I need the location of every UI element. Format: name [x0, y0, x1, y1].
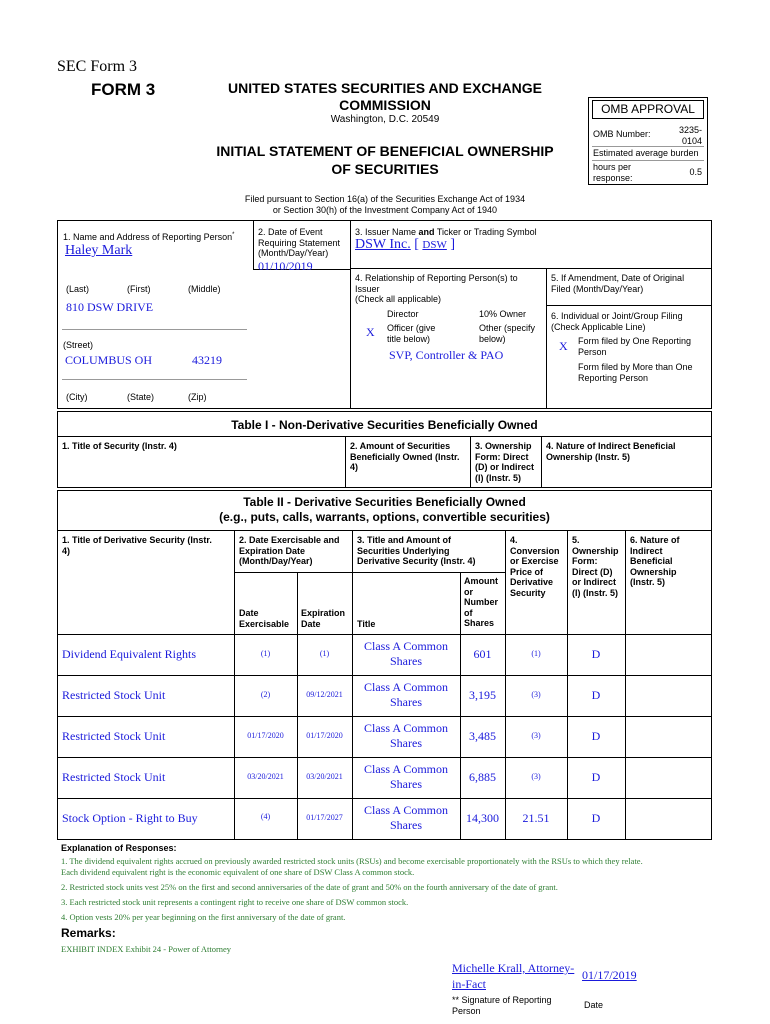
- row1-price: (3): [531, 690, 541, 699]
- table2-col4-header: [510, 535, 560, 598]
- row0-underlying: [352, 639, 460, 669]
- zip-value: 43219: [192, 353, 222, 367]
- box3-label: [355, 227, 537, 238]
- box4-line-1: 4. Relationship of Reporting Person(s) to: [355, 273, 518, 283]
- signature-line-2: in-Fact: [452, 977, 486, 991]
- row1-underlying: [352, 680, 460, 710]
- divider: [345, 436, 346, 488]
- box5-line-2: Filed (Month/Day/Year): [551, 283, 644, 294]
- t2c2b-line-2: Date: [301, 618, 321, 629]
- t1c2-line-1: 2. Amount of Securities: [350, 441, 451, 451]
- t2c3b-line-1: Amount: [464, 576, 498, 586]
- divider: [57, 757, 712, 758]
- t2c5-line-2: Ownership: [572, 545, 619, 556]
- t1c3-line-3: (D) or Indirect: [475, 462, 535, 472]
- signature-label-line-2: Person: [452, 1005, 481, 1016]
- filed-line-1: Filed pursuant to Section 16(a) of the Securities Exchange Act of 1934: [244, 194, 526, 204]
- row2-form: D: [591, 729, 601, 743]
- one-person-line-1: Form filed by One Reporting: [578, 336, 692, 346]
- divider: [546, 305, 712, 306]
- one-person-label: [578, 336, 691, 357]
- t2c1-line-2: 4): [62, 545, 71, 556]
- t2c4-line-4: Price of: [510, 566, 544, 577]
- t2c2b-line-1: Expiration: [301, 608, 346, 618]
- t1c3-line-4: (I) (Instr. 5): [475, 472, 522, 483]
- row1-underlying-line-2: Shares: [390, 695, 422, 709]
- divider: [234, 572, 505, 573]
- first-label: (First): [127, 284, 151, 294]
- bracket-close: ]: [450, 237, 456, 252]
- ten-percent-owner-label: 10% Owner: [479, 309, 527, 319]
- t1c4-line-1: 4. Nature of Indirect Beneficial: [546, 441, 676, 451]
- row0-expiration: (1): [319, 649, 330, 658]
- t2c3b-line-4: of: [464, 607, 473, 618]
- divider: [253, 220, 254, 269]
- table1-title: Table I - Non-Derivative Securities Beneficially Owned: [231, 418, 538, 432]
- officer-line-2: title below): [387, 333, 431, 344]
- t2c2-line-2: Expiration Date: [239, 545, 306, 556]
- row0-underlying-line-1: Class A Common: [363, 639, 449, 653]
- row1-underlying-line-1: Class A Common: [363, 680, 449, 694]
- table1-col1-header: 1. Title of Security (Instr. 4): [62, 441, 177, 451]
- row1-expiration: 09/12/2021: [306, 690, 343, 699]
- officer-checkmark: X: [366, 325, 375, 339]
- row2-amount: 3,485: [469, 729, 496, 743]
- row3-form: D: [591, 770, 601, 784]
- omb-number-line-2: 0104: [681, 135, 702, 146]
- table1-col3-header: [475, 441, 534, 483]
- other-line-2: below): [479, 333, 506, 344]
- omb-hours-label: [593, 162, 633, 183]
- row3-exercisable: 03/20/2021: [247, 772, 284, 781]
- t2c4-line-1: 4.: [510, 535, 518, 545]
- note-3: 3. Each restricted stock unit represents a contingent right to receive one share of DSW common stock.: [61, 897, 409, 907]
- table2-col2a-header: [239, 608, 289, 629]
- t1c2-line-3: 4): [350, 462, 359, 472]
- more-person-line-2: Reporting Person: [578, 372, 649, 383]
- divider: [350, 268, 712, 269]
- city-value: COLUMBUS OH: [65, 353, 153, 367]
- table1-col4-header: [546, 441, 676, 462]
- hours-line-1: hours per: [593, 162, 632, 172]
- row1-title: Restricted Stock Unit: [62, 688, 166, 702]
- table2-col3b-header: [464, 576, 498, 629]
- agency-line-1: UNITED STATES SECURITIES AND EXCHANGE: [228, 80, 542, 96]
- t2c5-line-4: Direct (D): [572, 566, 613, 577]
- t2c3-line-1: 3. Title and Amount of: [357, 535, 451, 545]
- one-person-line-2: Person: [578, 346, 607, 357]
- box1-label-text: 1. Name and Address of Reporting Person: [63, 232, 233, 242]
- row4-form: D: [591, 811, 601, 825]
- city-label: (City): [66, 392, 88, 402]
- divider: [62, 329, 247, 330]
- explanation-notes: [61, 856, 721, 923]
- box4-label: [355, 273, 518, 305]
- row2-exercisable: 01/17/2020: [247, 731, 284, 740]
- row4-underlying-line-2: Shares: [390, 818, 422, 832]
- table2-title-line-2: (e.g., puts, calls, warrants, options, convertible securities): [219, 510, 550, 524]
- row2-expiration: 01/17/2020: [306, 731, 343, 740]
- omb-number-label: OMB Number:: [593, 129, 651, 139]
- row3-underlying-line-2: Shares: [390, 777, 422, 791]
- note-2: 2. Restricted stock units vest 25% on the first and second anniversaries of the date of grant and 50% on the fourth anniversary of the date of grant.: [61, 882, 558, 892]
- officer-line-1: Officer (give: [387, 323, 436, 333]
- t1c3-line-2: Form: Direct: [475, 451, 529, 462]
- table2-col5-header: [572, 535, 619, 598]
- box3-label-a: 3. Issuer Name: [355, 227, 419, 237]
- t2c5-line-5: or Indirect: [572, 577, 617, 587]
- row3-price: (3): [531, 772, 541, 781]
- divider: [57, 716, 712, 717]
- divider: [297, 572, 298, 840]
- issuer-name-link[interactable]: DSW Inc.: [355, 237, 411, 252]
- date-label: Date: [584, 1000, 604, 1010]
- t2c6-line-5: (Instr. 5): [630, 577, 666, 587]
- remarks-text: EXHIBIT INDEX Exhibit 24 - Power of Attorney: [61, 944, 232, 954]
- omb-title: OMB APPROVAL: [592, 100, 704, 119]
- row0-amount: 601: [473, 647, 492, 661]
- box3-label-and: and: [418, 227, 435, 237]
- omb-divider: [592, 146, 704, 147]
- t2c3b-line-3: Number: [464, 597, 499, 607]
- row4-amount: 14,300: [466, 811, 499, 825]
- director-label: Director: [387, 309, 419, 319]
- state-label: (State): [127, 392, 155, 402]
- officer-title: SVP, Controller & PAO: [389, 348, 504, 362]
- t2c4-line-3: or Exercise: [510, 556, 559, 566]
- issuer: [355, 237, 455, 253]
- signature-name[interactable]: [452, 960, 574, 992]
- box2-line-3: (Month/Day/Year): [258, 248, 329, 258]
- more-person-line-1: Form filed by More than One: [578, 362, 693, 372]
- one-person-checkmark: X: [559, 339, 568, 353]
- divider: [234, 530, 235, 840]
- divider: [546, 268, 547, 409]
- omb-number-value: [660, 125, 702, 146]
- form-number: FORM 3: [91, 80, 156, 99]
- t2c4-line-2: Conversion: [510, 545, 560, 556]
- sec-form-label: SEC Form 3: [57, 58, 138, 75]
- note-4: 4. Option vests 20% per year beginning on the first anniversary of the date of grant.: [61, 912, 346, 922]
- t2c4-line-5: Derivative: [510, 577, 554, 587]
- divider: [470, 436, 471, 488]
- divider: [57, 530, 712, 531]
- t2c6-line-4: Ownership: [630, 566, 677, 577]
- row1-amount: 3,195: [469, 688, 496, 702]
- filed-pursuant: [150, 194, 620, 216]
- row2-underlying-line-1: Class A Common: [363, 721, 449, 735]
- divider: [57, 675, 712, 676]
- omb-number-line-1: 3235-: [678, 125, 702, 135]
- box6-label: [551, 311, 683, 332]
- divider: [57, 798, 712, 799]
- row3-title: Restricted Stock Unit: [62, 770, 166, 784]
- event-date: 01/10/2019: [258, 259, 313, 273]
- more-person-label: [578, 362, 693, 383]
- note-1-line-1: 1. The dividend equivalent rights accrued on previously awarded restricted stock units (RSUs) and become exercisable proportionately with the RSUs to which they relate.: [61, 856, 643, 866]
- box2-label: [258, 227, 340, 259]
- filed-line-2: or Section 30(h) of the Investment Company Act of 1940: [272, 205, 498, 215]
- table2-title-line-1: Table II - Derivative Securities Beneficially Owned: [243, 495, 526, 509]
- t2c1-line-1: 1. Title of Derivative Security (Instr.: [62, 535, 212, 545]
- row0-title: Dividend Equivalent Rights: [62, 647, 196, 661]
- row3-amount: 6,885: [469, 770, 496, 784]
- t1c2-line-2: Beneficially Owned (Instr.: [350, 451, 460, 462]
- signature-label: [452, 995, 552, 1016]
- row0-exercisable: (1): [260, 649, 271, 658]
- explanation-heading: Explanation of Responses:: [61, 843, 177, 853]
- signature-label-line-1: ** Signature of Reporting: [452, 995, 552, 1005]
- divider: [625, 530, 626, 840]
- row2-underlying: [352, 721, 460, 751]
- box4-line-2: Issuer: [355, 283, 380, 294]
- box5-line-1: 5. If Amendment, Date of Original: [551, 273, 685, 283]
- row4-exercisable: (4): [260, 812, 271, 821]
- other-label: [479, 323, 535, 344]
- omb-divider: [592, 160, 704, 161]
- title-line-1: INITIAL STATEMENT OF BENEFICIAL OWNERSHIP: [216, 143, 554, 159]
- box2-line-2: Requiring Statement: [258, 237, 341, 248]
- t2c2a-line-1: Date: [239, 608, 259, 618]
- row0-price: (1): [531, 649, 541, 658]
- divider: [57, 634, 712, 635]
- zip-label: (Zip): [188, 392, 207, 402]
- last-label: (Last): [66, 284, 90, 294]
- t2c3-line-3: Derivative Security (Instr. 4): [357, 556, 476, 566]
- table2-col6-header: [630, 535, 680, 588]
- row1-form: D: [591, 688, 601, 702]
- box1-label: [63, 230, 234, 243]
- reporting-person-name[interactable]: Haley Mark: [65, 243, 133, 258]
- box6-line-1: 6. Individual or Joint/Group Filing: [551, 311, 683, 321]
- t2c5-line-3: Form:: [572, 556, 598, 566]
- divider: [350, 220, 351, 409]
- box5-label: [551, 273, 684, 294]
- form-title: [185, 142, 585, 178]
- row4-expiration: 01/17/2027: [306, 813, 343, 822]
- table2-col3a-header: Title: [357, 619, 376, 629]
- divider: [505, 530, 506, 840]
- box2-line-1: 2. Date of Event: [258, 227, 323, 237]
- row2-title: Restricted Stock Unit: [62, 729, 166, 743]
- divider: [541, 436, 542, 488]
- divider: [567, 530, 568, 840]
- divider: [57, 436, 712, 437]
- note-1-line-2: Each dividend equivalent right is the economic equivalent of one share of DSW Class A common stock.: [61, 867, 415, 877]
- row4-price: 21.51: [522, 811, 550, 825]
- row0-form: D: [591, 647, 601, 661]
- omb-hours-value: 0.5: [689, 167, 702, 177]
- row2-underlying-line-2: Shares: [390, 736, 422, 750]
- table2-col2-header: [239, 535, 340, 567]
- omb-burden-label: Estimated average burden: [593, 148, 699, 158]
- table1-col2-header: [350, 441, 460, 473]
- agency-name: [195, 80, 575, 114]
- t1c4-line-2: Ownership (Instr. 5): [546, 451, 631, 462]
- row4-underlying: [352, 803, 460, 833]
- row4-underlying-line-1: Class A Common: [363, 803, 449, 817]
- t2c6-line-3: Beneficial: [630, 556, 673, 566]
- street-value: 810 DSW DRIVE: [66, 300, 154, 314]
- row3-underlying-line-1: Class A Common: [363, 762, 449, 776]
- signature-date[interactable]: 01/17/2019: [582, 968, 637, 982]
- box4-line-3: (Check all applicable): [355, 294, 442, 304]
- street-label: (Street): [63, 340, 94, 350]
- title-line-2: OF SECURITIES: [331, 161, 439, 177]
- agency-line-2: COMMISSION: [339, 97, 431, 113]
- box3-label-b: Ticker or Trading Symbol: [434, 227, 537, 237]
- table2-col2b-header: [301, 608, 345, 629]
- table2-title: [57, 495, 712, 525]
- t2c6-line-2: Indirect: [630, 545, 663, 556]
- row1-exercisable: (2): [260, 690, 271, 699]
- divider: [460, 572, 461, 840]
- t2c6-line-1: 6. Nature of: [630, 535, 680, 545]
- t2c4-line-6: Security: [510, 587, 546, 598]
- middle-label: (Middle): [188, 284, 221, 294]
- row3-expiration: 03/20/2021: [306, 772, 343, 781]
- t1c3-line-1: 3. Ownership: [475, 441, 532, 451]
- remarks-heading: Remarks:: [61, 926, 116, 940]
- t2c2-line-1: 2. Date Exercisable and: [239, 535, 340, 545]
- table2-col3-header: [357, 535, 476, 567]
- row0-underlying-line-2: Shares: [390, 654, 422, 668]
- divider: [62, 379, 247, 380]
- ticker-link[interactable]: DSW: [422, 239, 447, 251]
- row4-title: Stock Option - Right to Buy: [62, 811, 198, 825]
- officer-label: [387, 323, 435, 344]
- box6-line-2: (Check Applicable Line): [551, 321, 646, 332]
- t2c3-line-2: Securities Underlying: [357, 545, 450, 556]
- table2-col1-header: [62, 535, 212, 556]
- agency-location: Washington, D.C. 20549: [330, 114, 440, 125]
- row3-underlying: [352, 762, 460, 792]
- t2c3b-line-2: or: [464, 586, 473, 597]
- box1-asterisk: *: [232, 232, 235, 238]
- hours-line-2: response:: [593, 172, 633, 183]
- t2c2-line-3: (Month/Day/Year): [239, 556, 313, 566]
- t2c5-line-6: (I) (Instr. 5): [572, 587, 619, 598]
- t2c5-line-1: 5.: [572, 535, 580, 545]
- bracket-open: [: [414, 237, 419, 252]
- t2c2a-line-2: Exercisable: [239, 618, 290, 629]
- other-line-1: Other (specify: [479, 323, 536, 333]
- row2-price: (3): [531, 731, 541, 740]
- t2c3b-line-5: Shares: [464, 618, 495, 628]
- signature-line-1: Michelle Krall, Attorney-: [452, 961, 575, 975]
